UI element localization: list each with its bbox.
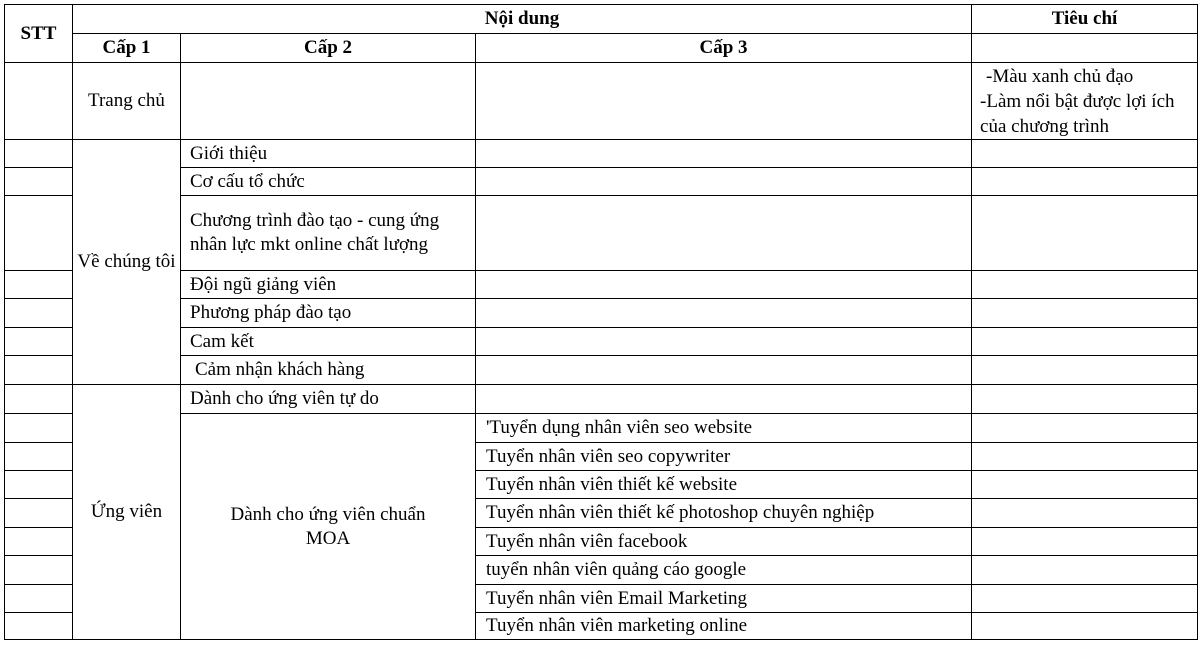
header-noi-dung: Nội dung	[73, 5, 972, 34]
cap2-item: Cam kết	[181, 328, 476, 356]
cap2-item: Chương trình đào tạo - cung ứng nhân lực mkt online chất lượng	[181, 196, 476, 271]
stt-cell	[5, 356, 73, 385]
table-row	[5, 328, 1198, 356]
stt-cell	[5, 528, 73, 556]
table-row	[5, 385, 1198, 414]
table-row	[5, 168, 1198, 196]
criteria-cell	[972, 328, 1198, 356]
cap3-item: Tuyển nhân viên thiết kế photoshop chuyên nghiệp	[476, 499, 972, 528]
header-cap-2: Cấp 2	[181, 34, 476, 63]
header-tieu-chi: Tiêu chí	[972, 5, 1198, 34]
header-empty	[972, 34, 1198, 63]
cap2-item: Giới thiệu	[181, 140, 476, 168]
criteria-cell	[972, 471, 1198, 499]
cap3-cell	[476, 356, 972, 385]
cap3-cell	[476, 299, 972, 328]
stt-cell	[5, 414, 73, 443]
stt-cell	[5, 328, 73, 356]
criteria-item: -Làm nổi bật được lợi ích của chương trình	[980, 91, 1175, 137]
stt-cell	[5, 499, 73, 528]
criteria-cell	[972, 499, 1198, 528]
cap3-item: Tuyển nhân viên facebook	[476, 528, 972, 556]
stt-cell	[5, 140, 73, 168]
cap2-item: Đội ngũ giảng viên	[181, 271, 476, 299]
cap2-item: Phương pháp đào tạo	[181, 299, 476, 328]
cap3-item: Tuyển nhân viên marketing online	[476, 613, 972, 640]
cap3-cell	[476, 385, 972, 414]
stt-cell	[5, 443, 73, 471]
cap3-item: Tuyển nhân viên Email Marketing	[476, 585, 972, 613]
table-row	[5, 299, 1198, 328]
stt-cell	[5, 585, 73, 613]
cap2-item: Dành cho ứng viên tự do	[181, 385, 476, 414]
cap3-cell	[476, 196, 972, 271]
criteria-cell	[972, 443, 1198, 471]
cap3-cell	[476, 168, 972, 196]
cap3-cell	[476, 328, 972, 356]
criteria-cell	[972, 63, 1198, 140]
cap3-item: tuyển nhân viên quảng cáo google	[476, 556, 972, 585]
table-row	[5, 356, 1198, 385]
criteria-cell	[972, 196, 1198, 271]
stt-cell	[5, 196, 73, 271]
cap2-item: Cảm nhận khách hàng	[181, 356, 476, 385]
criteria-item: -Màu xanh chủ đạo	[986, 66, 1134, 87]
cap1-ung-vien: Ứng viên	[73, 385, 181, 640]
cap3-item: Tuyển nhân viên thiết kế website	[476, 471, 972, 499]
cap2-item: Cơ cấu tổ chức	[181, 168, 476, 196]
cap1-ve-chung-toi: Về chúng tôi	[73, 140, 181, 385]
stt-cell	[5, 299, 73, 328]
criteria-cell	[972, 356, 1198, 385]
criteria-cell	[972, 168, 1198, 196]
criteria-cell	[972, 613, 1198, 640]
criteria-cell	[972, 271, 1198, 299]
cap3-cell	[476, 63, 972, 140]
stt-cell	[5, 385, 73, 414]
criteria-cell	[972, 585, 1198, 613]
stt-cell	[5, 168, 73, 196]
stt-cell	[5, 271, 73, 299]
content-table	[4, 4, 1198, 640]
stt-cell	[5, 471, 73, 499]
stt-cell	[5, 63, 73, 140]
header-cap-1: Cấp 1	[73, 34, 181, 63]
cap3-cell	[476, 271, 972, 299]
cap3-item: Tuyển nhân viên seo copywriter	[476, 443, 972, 471]
criteria-cell	[972, 385, 1198, 414]
table-row	[5, 63, 1198, 140]
table-row	[5, 271, 1198, 299]
criteria-cell	[972, 414, 1198, 443]
cap3-cell	[476, 140, 972, 168]
header-stt: STT	[5, 5, 73, 63]
criteria-cell	[972, 140, 1198, 168]
criteria-cell	[972, 556, 1198, 585]
criteria-cell	[972, 299, 1198, 328]
table-row	[5, 414, 1198, 443]
cap2-cell	[181, 63, 476, 140]
stt-cell	[5, 613, 73, 640]
cap1-trang-chu: Trang chủ	[73, 63, 181, 140]
cap3-item: 'Tuyển dụng nhân viên seo website	[476, 414, 972, 443]
header-cap-3: Cấp 3	[476, 34, 972, 63]
cap2-chuan-moa: Dành cho ứng viên chuẩn MOA	[181, 414, 476, 640]
stt-cell	[5, 556, 73, 585]
table-row	[5, 140, 1198, 168]
table-row	[5, 196, 1198, 271]
criteria-cell	[972, 528, 1198, 556]
